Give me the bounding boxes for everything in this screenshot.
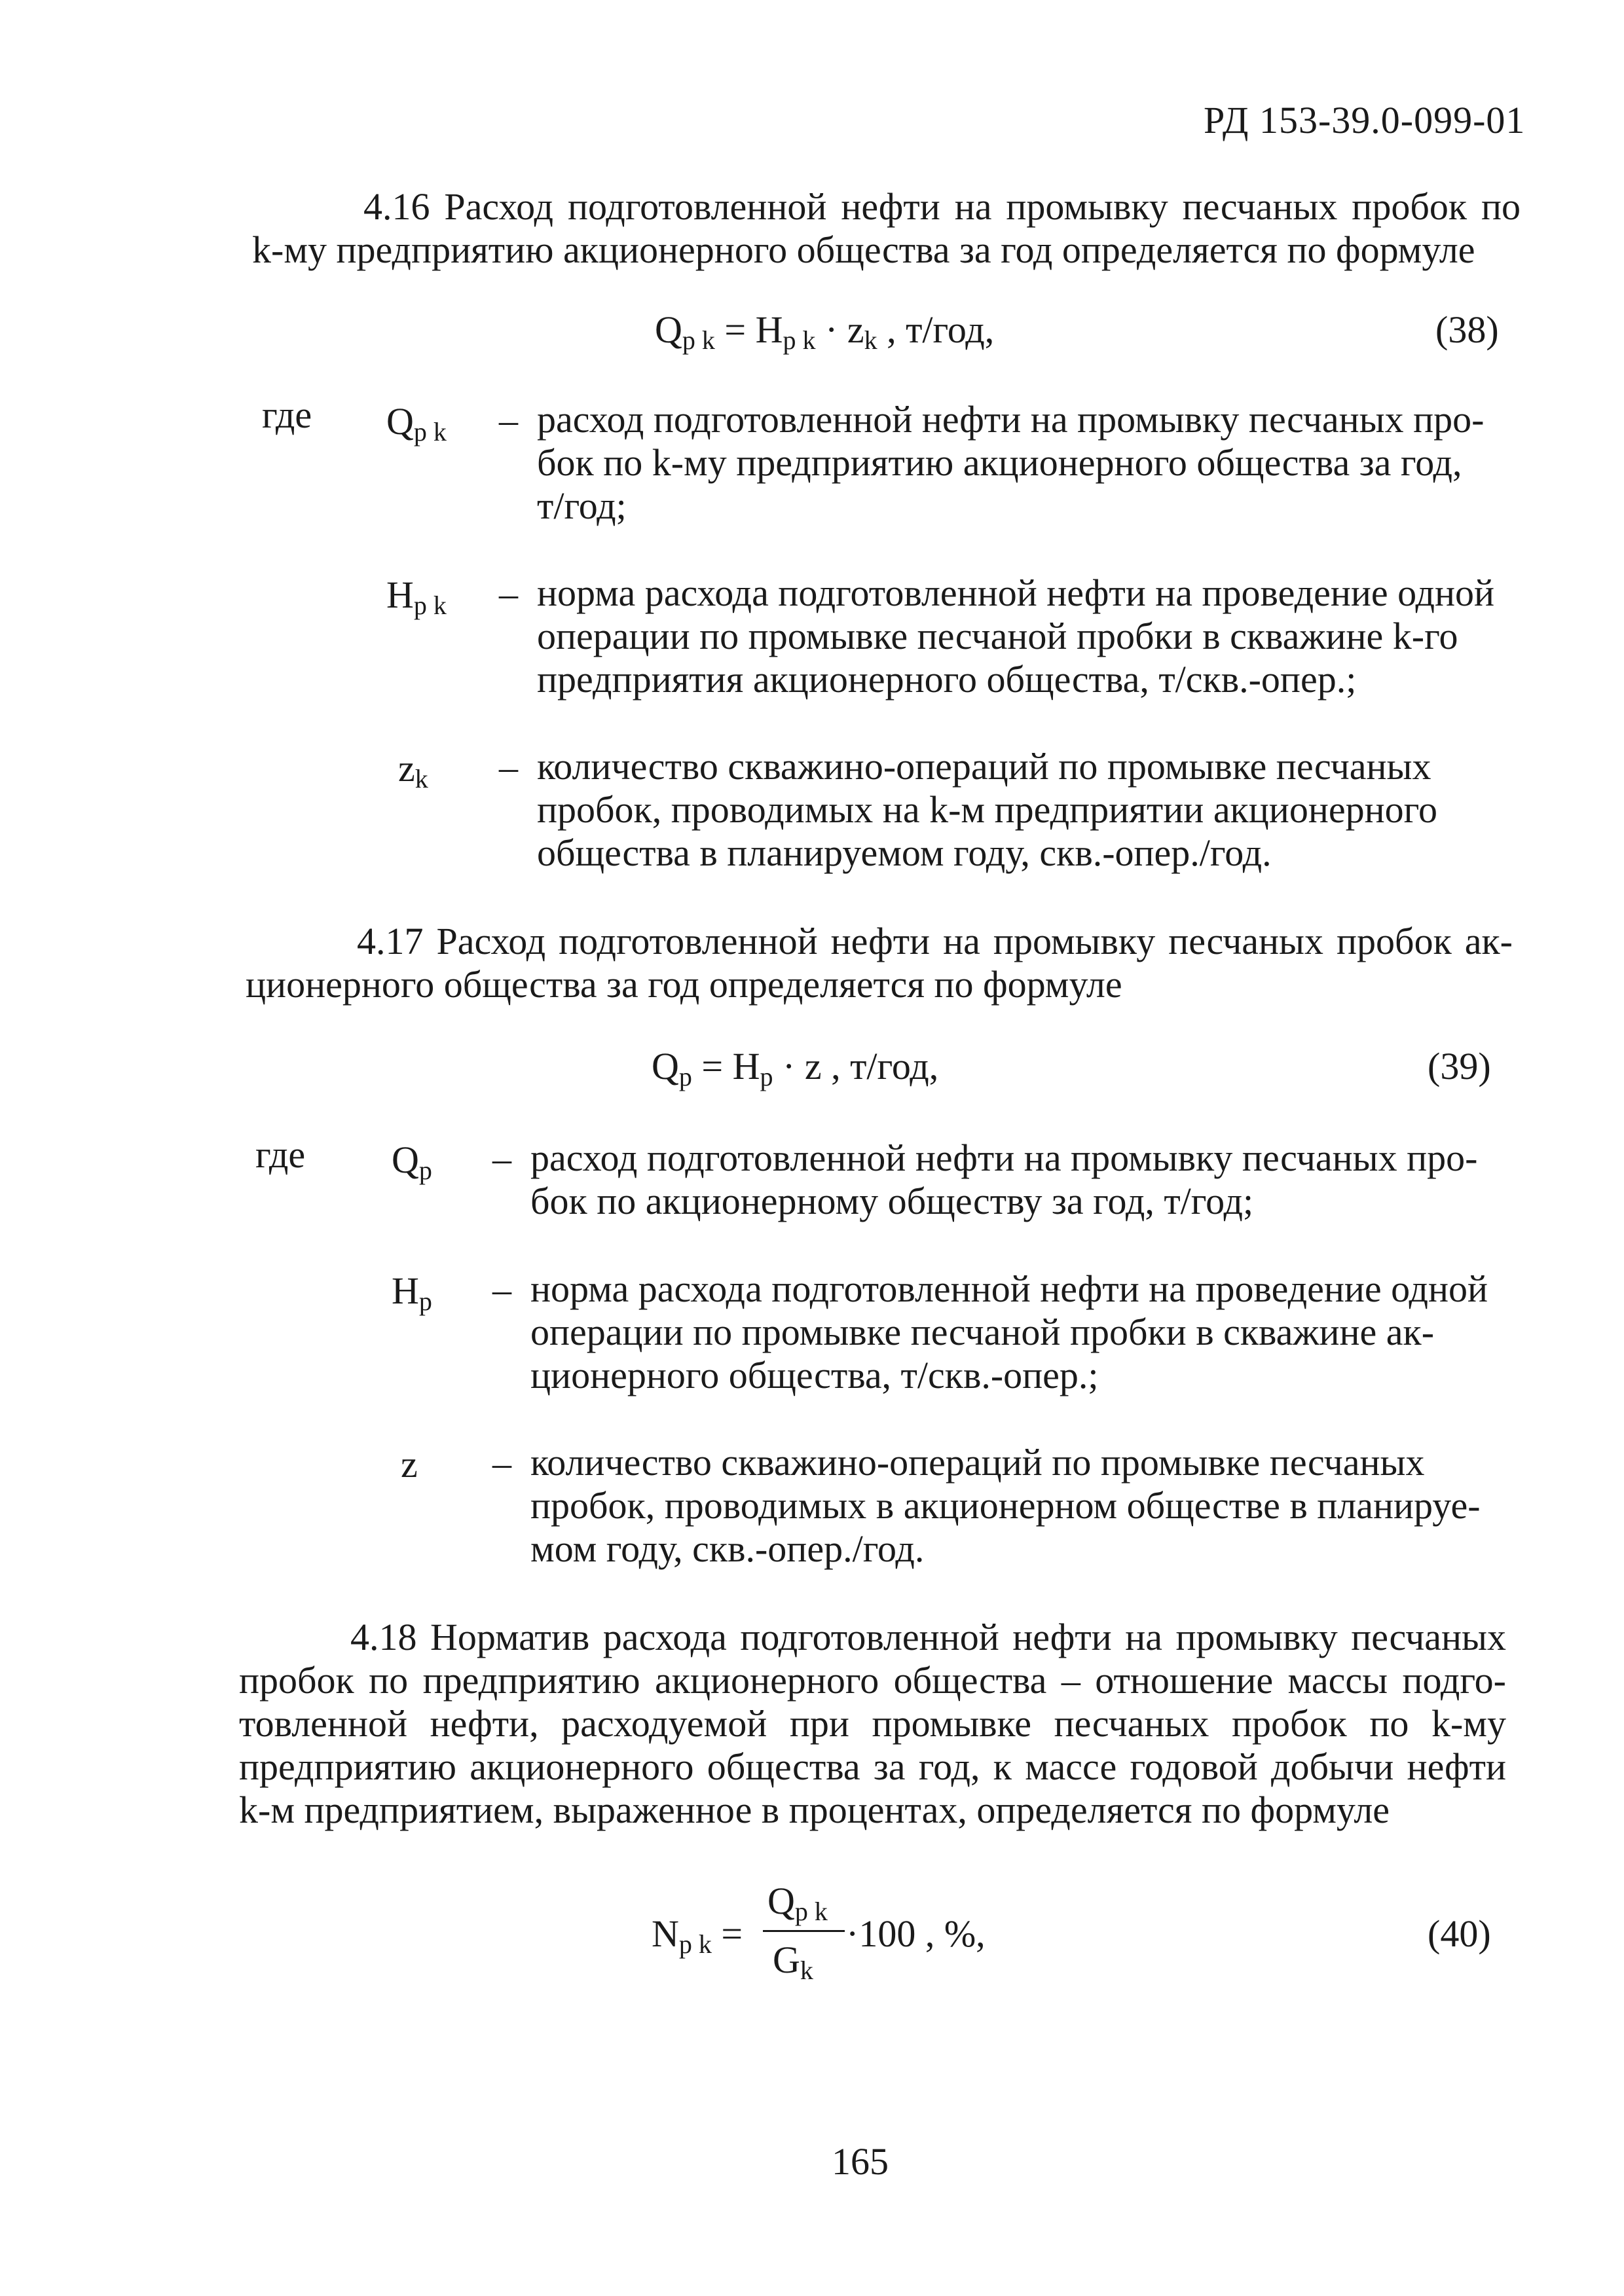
definition-symbol: $H_p$ [392,1269,432,1316]
formula-39 [652,1044,939,1091]
formula-symbol: N [652,1912,679,1955]
fraction-numerator: $Q_{p k}$ [767,1880,828,1926]
formula-40-lhs [652,1912,743,1959]
definition-line: количество скважино-операций по промывке песчаных [537,745,1431,788]
definition-symbol: $z_k$ [398,747,428,793]
definition-line: бок по k-му предприятию акционерного общества за год, [537,441,1462,484]
definition-symbol: z [401,1443,418,1485]
definition-line: операции по промывке песчаной пробки в скважине k-го [537,615,1458,657]
fraction-denominator: $G_k$ [773,1939,813,1985]
definition-line: расход подготовленной нефти на промывку песчаных про- [537,398,1485,441]
formula-operator: = [711,1912,743,1955]
formula-subscript: p [678,1062,692,1091]
paragraph-line: k-м предприятием, выраженное в процентах, определяется по формуле [239,1789,1390,1831]
paragraph-line: ционерного общества за год определяется по формуле [246,963,1122,1006]
formula-unit: , т/год, [877,308,995,351]
definition-dash: – [499,746,518,788]
definition-symbol: $H_{p k}$ [386,574,447,620]
paragraph-4-16 [252,185,1521,272]
definition-line: бок по акционерному обществу за год, т/год; [530,1180,1254,1222]
paragraph-4-18 [239,1616,1506,1832]
paragraph-line: пробок по предприятию акционерного общества – отношение массы подго- [239,1659,1506,1702]
where-label: где [262,393,312,436]
formula-subscript: p k [678,1929,712,1959]
definition-line: норма расхода подготовленной нефти на проведение одной [537,572,1495,614]
definition-symbol: $Q_{p k}$ [386,400,447,446]
equation-number: (39) [1428,1045,1491,1087]
paragraph-line: товленной нефти, расходуемой при промывке песчаных пробок по k-му [239,1702,1506,1745]
definition-dash: – [492,1268,511,1311]
definition-line: предприятия акционерного общества, т/скв.-опер.; [537,658,1357,701]
definition-symbol: $Q_p$ [392,1139,432,1185]
definition-text [537,572,1494,701]
paragraph-line: k-му предприятию акционерного общества за год определяется по формуле [252,228,1475,271]
formula-operator: · z [815,308,864,351]
formula-subscript: p k [783,325,816,355]
definition-text [537,398,1485,528]
definition-line: т/год; [537,484,627,527]
definition-line: пробок, проводимых в акционерном обществе в планируе- [530,1484,1481,1527]
equation-number: (40) [1428,1912,1491,1955]
formula-operator: = H [714,308,783,351]
definition-line: операции по промывке песчаной пробки в скважине ак- [530,1311,1435,1353]
paragraph-line: 4.16 Расход подготовленной нефти на промывку песчаных пробок по [363,185,1521,228]
definition-dash: – [492,1442,511,1484]
definition-line: ционерного общества, т/скв.-опер.; [530,1354,1099,1396]
definition-line: пробок, проводимых на k-м предприятии акционерного [537,788,1437,831]
definition-line: общества в планируемом году, скв.-опер./год. [537,831,1272,874]
paragraph-4-17 [246,920,1513,1006]
definition-line: норма расхода подготовленной нефти на проведение одной [530,1267,1488,1310]
definition-text [537,745,1437,875]
definition-dash: – [492,1137,511,1180]
page-number: 165 [832,2140,889,2183]
definition-text [530,1267,1488,1397]
definition-line: мом году, скв.-опер./год. [530,1527,925,1570]
definition-text [530,1441,1481,1571]
document-code: РД 153-39.0-099-01 [1204,99,1526,141]
paragraph-line: предприятию акционерного общества за год, к массе годовой добычи нефти [239,1745,1506,1788]
formula-operator: · z [773,1045,822,1087]
formula-unit: , т/год, [821,1045,939,1087]
formula-symbol: Q [652,1045,679,1087]
formula-38 [655,308,995,355]
equation-number: (38) [1435,308,1499,351]
definition-text [530,1137,1478,1223]
definition-line: количество скважино-операций по промывке песчаных [530,1441,1425,1484]
formula-subscript: p [760,1062,773,1091]
where-label: где [255,1133,306,1176]
fraction-bar [763,1930,845,1932]
paragraph-line: 4.17 Расход подготовленной нефти на промывку песчаных пробок ак- [357,920,1513,962]
formula-subscript: k [864,325,877,355]
paragraph-line: 4.18 Норматив расхода подготовленной нефти на промывку песчаных [350,1616,1506,1658]
formula-tail: ·100 , %, [846,1912,986,1955]
formula-subscript: p k [682,325,715,355]
formula-operator: = H [692,1045,760,1087]
definition-line: расход подготовленной нефти на промывку песчаных про- [530,1137,1478,1179]
definition-dash: – [499,572,518,615]
formula-symbol: Q [655,308,682,351]
definition-dash: – [499,399,518,441]
